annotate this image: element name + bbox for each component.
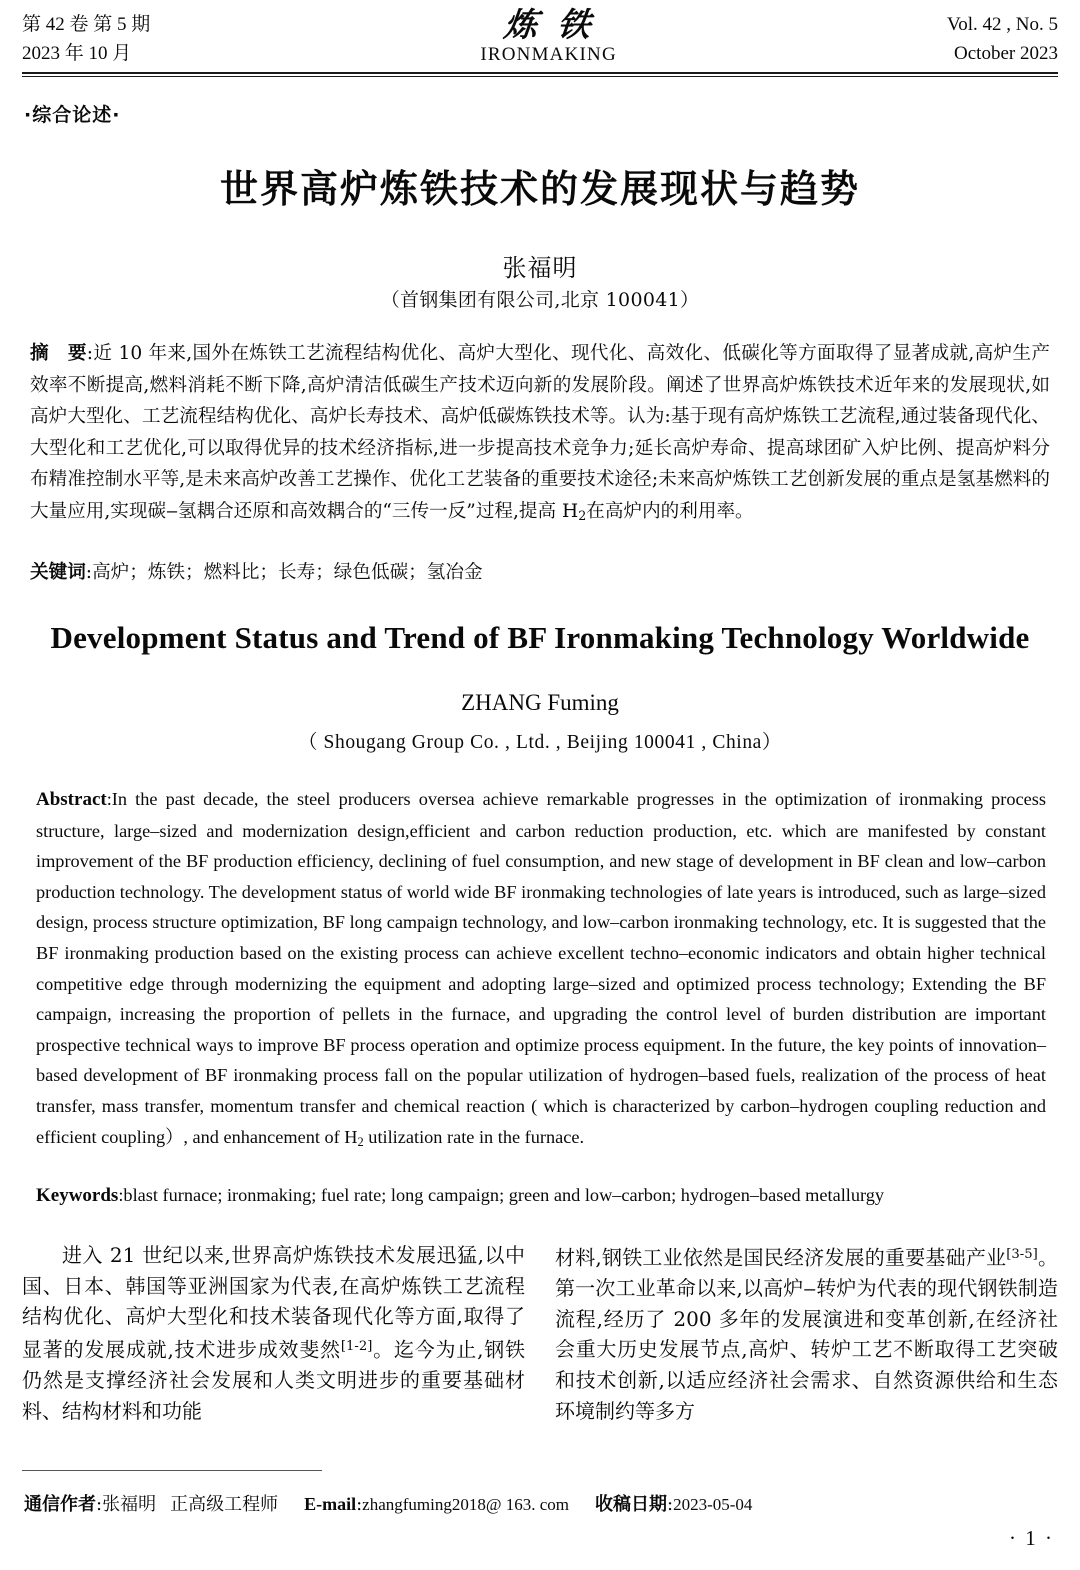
masthead-date-en: October 2023 [954, 43, 1058, 65]
masthead-right [947, 10, 1058, 69]
masthead-date-cn: 2023 年 10 月 [22, 43, 132, 65]
footnote-divider [22, 1470, 322, 1471]
email-separator: : [356, 1494, 363, 1515]
received-date-separator: : [667, 1494, 674, 1515]
masthead [22, 5, 1058, 72]
abstract-en-subscript: 2 [357, 1134, 364, 1149]
masthead-volume-en: Vol. 42 , No. 5 [946, 14, 1058, 35]
abstract-cn [30, 338, 1050, 531]
abstract-en-text-tail: utilization rate in the furnace. [363, 1126, 585, 1147]
author-cn: 张福明 [502, 254, 578, 282]
corresponding-author-name: 张福明 [102, 1494, 157, 1515]
body-left-text-1: 进入 21 世纪以来,世界高炉炼铁技术发展迅猛,以中国、日本、韩国等亚洲国家为代表,在高炉炼铁工艺流程结构优化、高炉大型化和技术装备现代化等方面,取得了显著的发展成就,技术进步成效斐然 [22, 1243, 525, 1362]
body-left-text-2: 。迄今为止,钢铁仍然是支撑经济社会发展和人类文明进步的重要基础材料、结构材料和功能 [22, 1337, 525, 1423]
body-paragraph [555, 1240, 1058, 1426]
citation-ref: [1-2] [340, 1338, 373, 1354]
corresponding-author-title: 正高级工程师 [170, 1494, 279, 1515]
page-title-cn: 世界高炉炼铁技术的发展现状与趋势 [219, 167, 860, 211]
keywords-en [36, 1180, 1046, 1211]
page-number: · 1 · [1009, 1526, 1054, 1550]
body-column-right [555, 1240, 1058, 1455]
received-date-value: 2023-05-04 [673, 1495, 753, 1514]
abstract-en [36, 784, 1046, 1157]
journal-logo-cn: 炼铁 [502, 5, 613, 44]
affiliation-cn: （首钢集团有限公司,北京 100041） [380, 289, 700, 311]
abstract-cn-text-tail: 在高炉内的利用率。 [586, 500, 754, 522]
keywords-cn-text: 高炉；炼铁；燃料比；长寿；绿色低碳；氢冶金 [92, 562, 483, 583]
body-right-text-2: 。第一次工业革命以来,以高炉‒转炉为代表的现代钢铁制造流程,经历了 200 多年的发展演进和变革创新,在经济社会重大历史发展节点,高炉、转炉工艺不断取得工艺突破和技术创新,以适应经济社会需求、自然资源供给和生态环境制约等多方 [555, 1245, 1059, 1423]
email-label: E-mail [304, 1494, 357, 1514]
keywords-cn-separator: : [85, 562, 93, 583]
body-paragraph [22, 1240, 525, 1426]
keywords-en-text: blast furnace; ironmaking; fuel rate; long campaign; green and low‒carbon; hydrogen‒based metallurgy [123, 1185, 885, 1205]
corresponding-author-separator: : [96, 1494, 103, 1515]
keywords-en-separator: : [118, 1185, 124, 1205]
body-right-text-1: 材料,钢铁工业依然是国民经济发展的重要基础产业 [555, 1245, 1007, 1270]
footnote [24, 1490, 752, 1516]
corresponding-author-label: 通信作者 [24, 1494, 96, 1515]
affiliation-en: （ Shougang Group Co. , Ltd. , Beijing 100041 , China） [297, 732, 783, 753]
masthead-left [22, 10, 150, 69]
abstract-cn-label: 摘 要 [30, 343, 87, 364]
abstract-en-separator: : [106, 789, 112, 809]
body-columns [22, 1240, 1058, 1455]
masthead-volume-cn: 第 42 卷 第 5 期 [22, 14, 151, 35]
keywords-cn [30, 558, 1050, 588]
page-title-en: Development Status and Trend of BF Ironmaking Technology Worldwide [50, 620, 1030, 655]
masthead-divider [22, 72, 1058, 77]
received-date-label: 收稿日期 [595, 1494, 668, 1515]
abstract-cn-text: 近 10 年来,国外在炼铁工艺流程结构优化、高炉大型化、现代化、高效化、低碳化等方面取得了显著成就,高炉生产效率不断提高,燃料消耗不断下降,高炉清洁低碳生产技术迈向新的发展阶段。阐述了世界高炉炼铁技术近年来的发展现状,如高炉大型化、工艺流程结构优化、高炉长寿技术、高炉低碳炼铁技术等。认为:基于现有高炉炼铁工艺流程,通过装备现代化、大型化和工艺优化,可以取得优异的技术经济指标,进一步提高技术竞争力;延长高炉寿命、提高球团矿入炉比例、提高炉料分布精准控制水平等,是未来高炉改善工艺操作、优化工艺装备的重要技术途径;未来高炉炼铁工艺创新发展的重点是氢基燃料的大量应用,实现碳‒氢耦合还原和高效耦合的“三传一反”过程,提高 H [30, 343, 1050, 522]
journal-logo-en: IRONMAKING [480, 43, 617, 65]
section-tag: ·综合论述· [24, 104, 121, 126]
abstract-cn-subscript: 2 [578, 507, 587, 523]
body-column-left [22, 1240, 525, 1455]
citation-ref: [3-5] [1006, 1247, 1038, 1262]
journal-logo [480, 5, 617, 66]
keywords-en-label: Keywords [36, 1185, 119, 1206]
keywords-cn-label: 关键词 [30, 562, 86, 583]
author-en: ZHANG Fuming [461, 690, 619, 715]
abstract-cn-separator: : [86, 343, 94, 364]
abstract-en-text: In the past decade, the steel producers oversea achieve remarkable progresses in the optimization of ironmaking process structure, large‒sized and modernization design,efficient and carbon reduction production, etc. which are manifested by constant improvement of the BF production efficiency, declining of fuel consumption, and new stage of development in BF clean and low‒carbon production technology. The development status of world wide BF ironmaking technologies of late years is introduced, such as large‒sized design, process structure optimization, BF long campaign technology, and low‒carbon ironmaking technology, etc. It is suggested that the BF ironmaking production based on the existing process can achieve excellent techno‒economic indicators and obtain higher technical competitive edge through modernizing the equipment and adopting large‒sized and optimized process technology; Extending the BF campaign, increasing the proportion of pellets in the furnace, and upgrading the control level of burden distribution are important prospective technical ways to improve BF process operation and optimize process equipment. In the future, the key points of innovation‒based development of BF ironmaking process fall on the popular utilization of hydrogen‒based fuels, realization of the process of heat transfer, mass transfer, momentum transfer and chemical reaction ( which is characterized by carbon‒hydrogen coupling reduction and efficient coupling）, and enhancement of H [36, 789, 1046, 1147]
email-value[interactable]: zhangfuming2018@ 163. com [362, 1495, 570, 1514]
abstract-en-label: Abstract [36, 789, 107, 810]
